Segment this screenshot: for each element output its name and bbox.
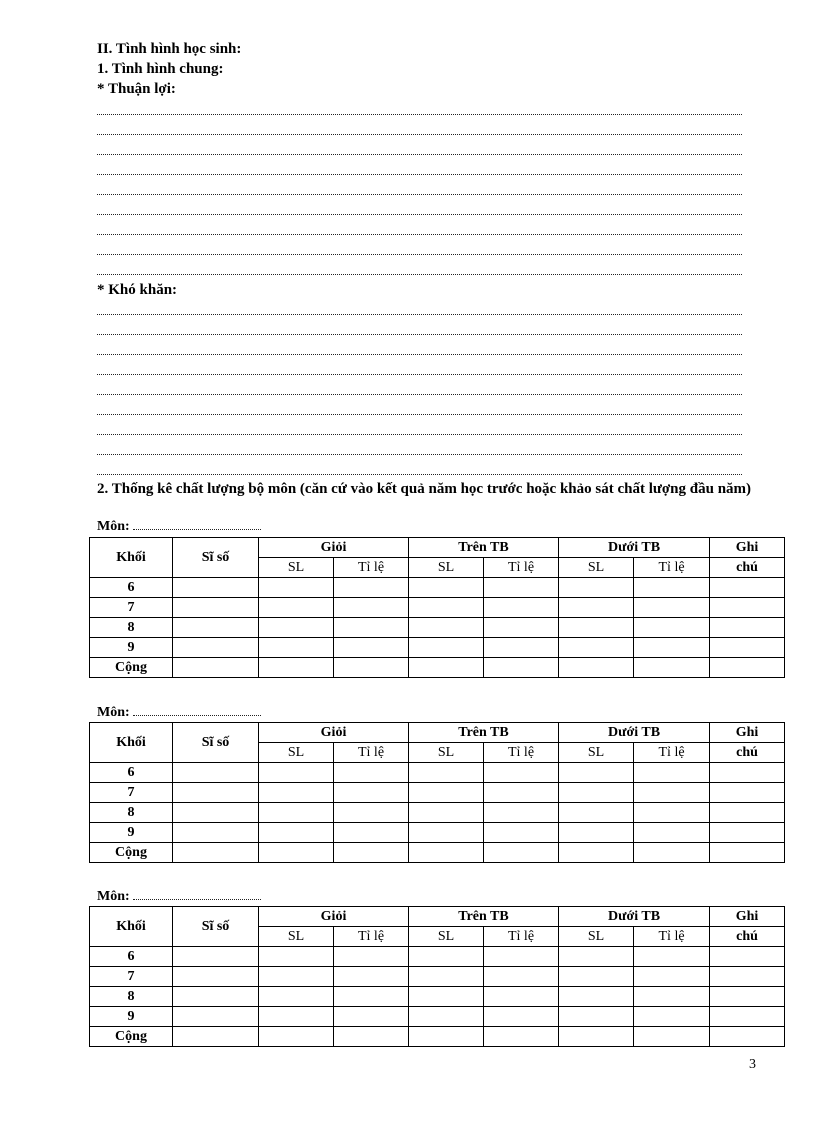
table-cell[interactable]: [173, 823, 259, 843]
grade-label: 8: [90, 803, 173, 823]
table-cell[interactable]: [259, 578, 334, 598]
table-cell[interactable]: [484, 783, 559, 803]
subheader-count: SL: [409, 927, 484, 947]
dotted-writing-line[interactable]: [97, 140, 742, 155]
table-cell[interactable]: [259, 803, 334, 823]
table-row: [90, 1007, 785, 1027]
table-cell[interactable]: [634, 967, 710, 987]
subject-blank[interactable]: [133, 519, 261, 530]
table-cell[interactable]: [173, 783, 259, 803]
subheader-count: SL: [259, 558, 334, 578]
header-enrollment: Sĩ số: [173, 538, 259, 578]
header-note: Ghi: [710, 907, 785, 927]
grade-label: 6: [90, 578, 173, 598]
table-cell[interactable]: [409, 638, 484, 658]
dotted-writing-line[interactable]: [97, 100, 742, 115]
table-cell[interactable]: [634, 1027, 710, 1047]
quality-table: [89, 906, 785, 1047]
table-cell[interactable]: [634, 987, 710, 1007]
dotted-writing-line[interactable]: [97, 340, 742, 355]
table-cell[interactable]: [259, 598, 334, 618]
table-cell[interactable]: [173, 947, 259, 967]
header-above-average: Trên TB: [409, 538, 559, 558]
table-cell[interactable]: [484, 618, 559, 638]
table-row: [90, 618, 785, 638]
grade-label: 6: [90, 947, 173, 967]
subheader-ratio: Tỉ lệ: [634, 927, 710, 947]
table-cell[interactable]: [634, 658, 710, 678]
table-cell[interactable]: [409, 578, 484, 598]
dotted-writing-line[interactable]: [97, 160, 742, 175]
subheader-ratio: Tỉ lệ: [484, 558, 559, 578]
table-cell[interactable]: [173, 638, 259, 658]
subheader-ratio: Tỉ lệ: [484, 743, 559, 763]
dotted-writing-line[interactable]: [97, 360, 742, 375]
header-below-average: Dưới TB: [559, 538, 710, 558]
header-grade: Khối: [90, 907, 173, 947]
table-cell[interactable]: [634, 763, 710, 783]
table-row: [90, 947, 785, 967]
header-row: [90, 723, 785, 743]
table-cell[interactable]: [634, 618, 710, 638]
dotted-writing-line[interactable]: [97, 460, 742, 475]
grade-label: 7: [90, 598, 173, 618]
table-cell[interactable]: [173, 803, 259, 823]
subject-label: Môn:: [97, 705, 261, 721]
header-excellent: Giỏi: [259, 538, 409, 558]
table-cell[interactable]: [173, 987, 259, 1007]
table-cell[interactable]: [173, 598, 259, 618]
table-cell[interactable]: [334, 803, 409, 823]
quality-table: [89, 722, 785, 863]
table-cell[interactable]: [484, 1007, 559, 1027]
table-cell[interactable]: [634, 598, 710, 618]
page-number: 3: [749, 1057, 756, 1072]
table-cell[interactable]: [334, 967, 409, 987]
subheader-count: SL: [559, 743, 634, 763]
subheader-ratio: Tỉ lệ: [334, 743, 409, 763]
table-cell[interactable]: [173, 618, 259, 638]
table-cell[interactable]: [409, 598, 484, 618]
table-cell[interactable]: [409, 967, 484, 987]
header-note: Ghi: [710, 723, 785, 743]
table-cell[interactable]: [710, 658, 785, 678]
table-cell[interactable]: [409, 1027, 484, 1047]
grade-label: 7: [90, 783, 173, 803]
dotted-writing-line[interactable]: [97, 380, 742, 395]
header-above-average: Trên TB: [409, 907, 559, 927]
table-cell[interactable]: [409, 803, 484, 823]
header-below-average: Dưới TB: [559, 907, 710, 927]
table-row: [90, 803, 785, 823]
table-cell[interactable]: [710, 763, 785, 783]
table-cell[interactable]: [259, 967, 334, 987]
grade-label: 9: [90, 638, 173, 658]
table-cell[interactable]: [634, 823, 710, 843]
table-cell[interactable]: [409, 618, 484, 638]
dotted-writing-line[interactable]: [97, 180, 742, 195]
general-situation-heading: 1. Tình hình chung:: [97, 61, 224, 77]
table-cell[interactable]: [484, 578, 559, 598]
table-cell[interactable]: [173, 1007, 259, 1027]
table-cell[interactable]: [634, 843, 710, 863]
table-cell[interactable]: [710, 803, 785, 823]
table-cell[interactable]: [484, 803, 559, 823]
table-row: [90, 578, 785, 598]
dotted-writing-line[interactable]: [97, 300, 742, 315]
table-cell[interactable]: [559, 823, 634, 843]
table-cell[interactable]: [710, 578, 785, 598]
table-cell[interactable]: [259, 1027, 334, 1047]
dotted-writing-line[interactable]: [97, 260, 742, 275]
table-cell[interactable]: [559, 803, 634, 823]
table-cell[interactable]: [334, 947, 409, 967]
table-cell[interactable]: [634, 638, 710, 658]
table-cell[interactable]: [409, 987, 484, 1007]
subject-label: Môn:: [97, 519, 261, 535]
header-row: [90, 907, 785, 927]
table-cell[interactable]: [259, 947, 334, 967]
dotted-writing-line[interactable]: [97, 120, 742, 135]
table-cell[interactable]: [710, 967, 785, 987]
grade-label: 6: [90, 763, 173, 783]
table-cell[interactable]: [409, 823, 484, 843]
dotted-writing-line[interactable]: [97, 220, 742, 235]
table-row: [90, 763, 785, 783]
table-cell[interactable]: [259, 987, 334, 1007]
subheader-ratio: Tỉ lệ: [334, 558, 409, 578]
table-cell[interactable]: [484, 598, 559, 618]
statistics-title: 2. Thống kê chất lượng bộ môn (căn cứ vào kết quả năm học trước hoặc khảo sát chất lượng đầu năm): [97, 481, 752, 497]
table-cell[interactable]: [259, 843, 334, 863]
table-cell[interactable]: [484, 658, 559, 678]
grade-label: 9: [90, 823, 173, 843]
dotted-writing-line[interactable]: [97, 400, 742, 415]
table-cell[interactable]: [634, 947, 710, 967]
table-cell[interactable]: [334, 783, 409, 803]
grade-label: Cộng: [90, 1027, 173, 1047]
grade-label: Cộng: [90, 658, 173, 678]
table-cell[interactable]: [559, 987, 634, 1007]
table-cell[interactable]: [409, 1007, 484, 1027]
table-cell[interactable]: [710, 618, 785, 638]
header-enrollment: Sĩ số: [173, 723, 259, 763]
table-cell[interactable]: [409, 783, 484, 803]
table-cell[interactable]: [559, 598, 634, 618]
grade-label: 9: [90, 1007, 173, 1027]
table-row: [90, 987, 785, 1007]
grade-label: 8: [90, 618, 173, 638]
table-cell[interactable]: [559, 578, 634, 598]
header-excellent: Giỏi: [259, 907, 409, 927]
section-heading: II. Tình hình học sinh:: [97, 41, 242, 57]
header-grade: Khối: [90, 538, 173, 578]
table-cell[interactable]: [559, 763, 634, 783]
table-cell[interactable]: [409, 947, 484, 967]
dotted-writing-line[interactable]: [97, 320, 742, 335]
table-cell[interactable]: [559, 967, 634, 987]
table-cell[interactable]: [334, 618, 409, 638]
difficulties-label: * Khó khăn:: [97, 282, 178, 298]
subject-blank[interactable]: [133, 889, 261, 900]
table-cell[interactable]: [710, 843, 785, 863]
table-cell[interactable]: [259, 763, 334, 783]
header-note-line2: chú: [710, 927, 785, 947]
table-row: [90, 843, 785, 863]
table-cell[interactable]: [334, 843, 409, 863]
subheader-count: SL: [409, 743, 484, 763]
table-cell[interactable]: [259, 1007, 334, 1027]
quality-table: [89, 537, 785, 678]
table-cell[interactable]: [409, 843, 484, 863]
table-cell[interactable]: [334, 578, 409, 598]
table-cell[interactable]: [559, 638, 634, 658]
subheader-count: SL: [259, 927, 334, 947]
table-cell[interactable]: [259, 783, 334, 803]
header-note-line2: chú: [710, 558, 785, 578]
header-enrollment: Sĩ số: [173, 907, 259, 947]
table-cell[interactable]: [334, 638, 409, 658]
table-cell[interactable]: [334, 823, 409, 843]
header-row: [90, 538, 785, 558]
header-note-line2: chú: [710, 743, 785, 763]
table-cell[interactable]: [173, 763, 259, 783]
table-row: [90, 783, 785, 803]
table-cell[interactable]: [173, 1027, 259, 1047]
table-cell[interactable]: [559, 1027, 634, 1047]
table-row: [90, 598, 785, 618]
subheader-ratio: Tỉ lệ: [634, 558, 710, 578]
table-cell[interactable]: [259, 823, 334, 843]
table-cell[interactable]: [559, 658, 634, 678]
table-cell[interactable]: [559, 1007, 634, 1027]
table-cell[interactable]: [559, 783, 634, 803]
subject-label: Môn:: [97, 889, 261, 905]
table-cell[interactable]: [710, 1007, 785, 1027]
subheader-count: SL: [259, 743, 334, 763]
table-row: [90, 967, 785, 987]
table-cell[interactable]: [634, 578, 710, 598]
header-below-average: Dưới TB: [559, 723, 710, 743]
table-cell[interactable]: [334, 1027, 409, 1047]
dotted-writing-line[interactable]: [97, 440, 742, 455]
table-cell[interactable]: [259, 658, 334, 678]
table-cell[interactable]: [634, 803, 710, 823]
subheader-count: SL: [409, 558, 484, 578]
table-cell[interactable]: [710, 947, 785, 967]
table-cell[interactable]: [710, 783, 785, 803]
table-cell[interactable]: [634, 1007, 710, 1027]
subheader-ratio: Tỉ lệ: [334, 927, 409, 947]
table-cell[interactable]: [173, 658, 259, 678]
table-cell[interactable]: [409, 658, 484, 678]
grade-label: Cộng: [90, 843, 173, 863]
header-excellent: Giỏi: [259, 723, 409, 743]
table-cell[interactable]: [334, 658, 409, 678]
table-row: [90, 638, 785, 658]
table-cell[interactable]: [484, 967, 559, 987]
table-cell[interactable]: [409, 763, 484, 783]
table-cell[interactable]: [334, 1007, 409, 1027]
subheader-count: SL: [559, 927, 634, 947]
subheader-count: SL: [559, 558, 634, 578]
subject-blank[interactable]: [133, 705, 261, 716]
table-cell[interactable]: [334, 598, 409, 618]
table-cell[interactable]: [559, 843, 634, 863]
table-cell[interactable]: [484, 843, 559, 863]
table-cell[interactable]: [484, 763, 559, 783]
table-cell[interactable]: [484, 947, 559, 967]
table-cell[interactable]: [259, 638, 334, 658]
table-cell[interactable]: [484, 638, 559, 658]
subheader-ratio: Tỉ lệ: [484, 927, 559, 947]
table-cell[interactable]: [710, 823, 785, 843]
subheader-ratio: Tỉ lệ: [634, 743, 710, 763]
table-cell[interactable]: [710, 987, 785, 1007]
table-cell[interactable]: [710, 598, 785, 618]
advantages-label: * Thuận lợi:: [97, 81, 176, 97]
table-row: [90, 1027, 785, 1047]
table-cell[interactable]: [173, 843, 259, 863]
grade-label: 7: [90, 967, 173, 987]
table-cell[interactable]: [484, 1027, 559, 1047]
header-note: Ghi: [710, 538, 785, 558]
table-cell[interactable]: [559, 947, 634, 967]
table-cell[interactable]: [173, 578, 259, 598]
header-grade: Khối: [90, 723, 173, 763]
table-cell[interactable]: [173, 967, 259, 987]
table-cell[interactable]: [634, 783, 710, 803]
dotted-writing-line[interactable]: [97, 200, 742, 215]
table-row: [90, 823, 785, 843]
table-cell[interactable]: [559, 618, 634, 638]
table-cell[interactable]: [334, 987, 409, 1007]
table-cell[interactable]: [710, 1027, 785, 1047]
table-cell[interactable]: [484, 823, 559, 843]
table-cell[interactable]: [484, 987, 559, 1007]
header-above-average: Trên TB: [409, 723, 559, 743]
dotted-writing-line[interactable]: [97, 420, 742, 435]
table-cell[interactable]: [334, 763, 409, 783]
table-cell[interactable]: [259, 618, 334, 638]
table-row: [90, 658, 785, 678]
table-cell[interactable]: [710, 638, 785, 658]
grade-label: 8: [90, 987, 173, 1007]
dotted-writing-line[interactable]: [97, 240, 742, 255]
